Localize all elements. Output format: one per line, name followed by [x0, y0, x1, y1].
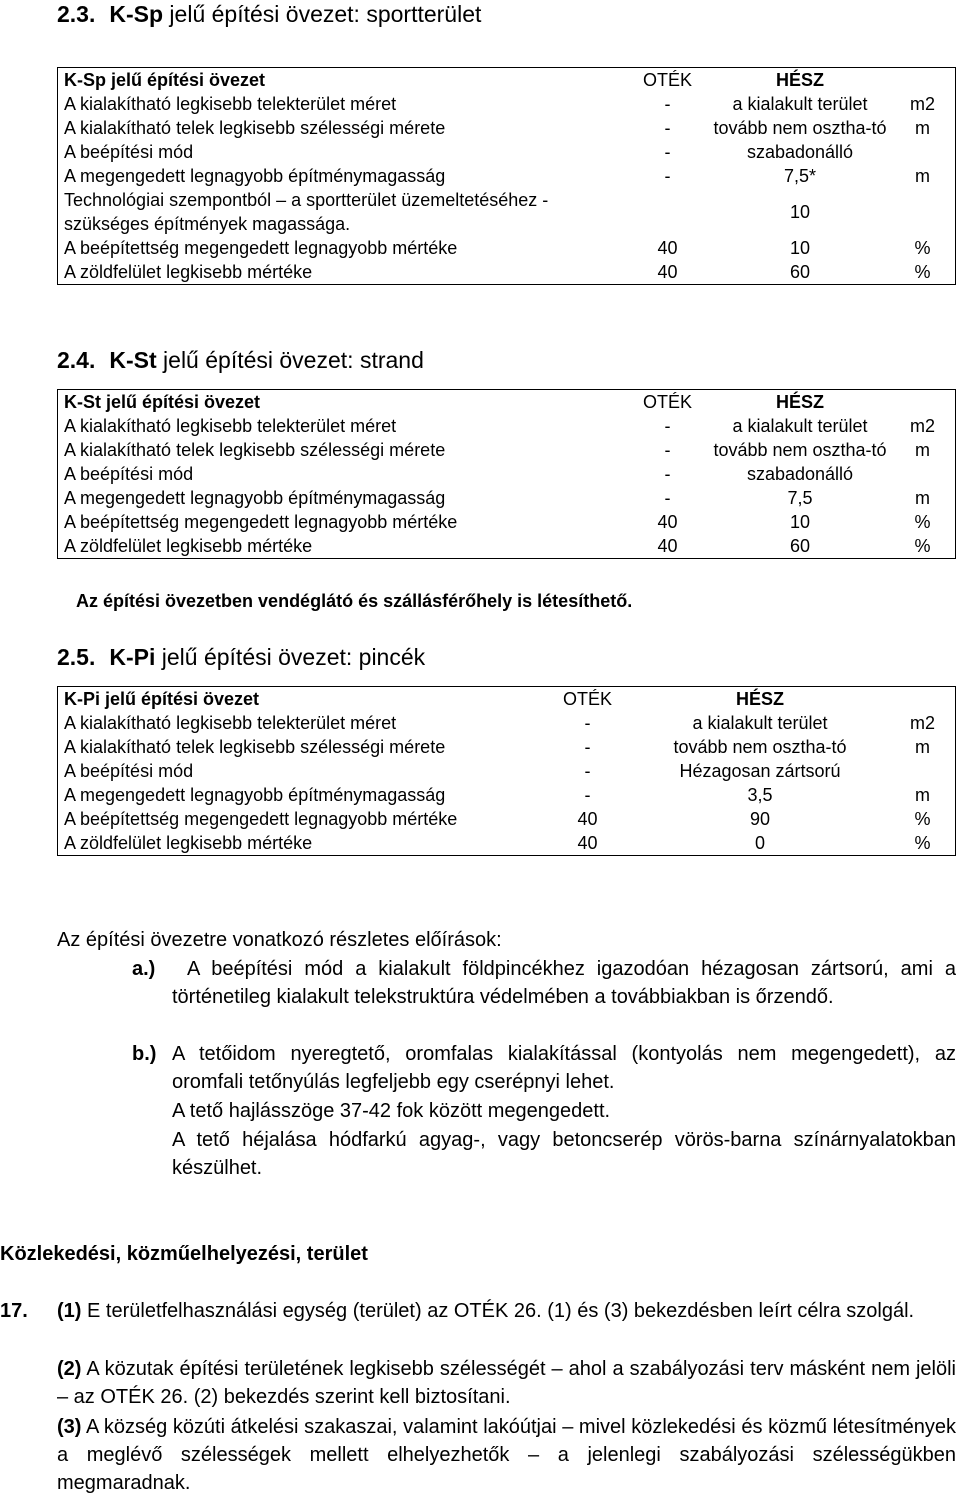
table-header-row [58, 390, 956, 415]
row-hesz: 10 [789, 202, 811, 222]
row-otek: - [664, 416, 671, 436]
row-label: A zöldfelület legkisebb mértéke [58, 534, 626, 559]
para-17-2-label: (2) [57, 1358, 82, 1380]
item-b-label: b.) [132, 1043, 157, 1065]
row-label: Technológiai szempontból – a sportterület üzemeltetéséhez - szükséges építmények magassága. [58, 188, 626, 236]
row-unit: m [890, 164, 956, 188]
table-row [58, 462, 956, 486]
row-otek: 40 [625, 534, 710, 559]
table-row [58, 486, 956, 510]
row-label: A beépítettség megengedett legnagyobb mértéke [58, 510, 626, 534]
item-a-text: A beépítési mód a kialakult földpincékhez igazodóan hézagosan zártsorú, ami a történetileg kialakult telekstruktúra védelmében a továbbiakban is őrzendő. [172, 958, 956, 1008]
row-otek: - [664, 488, 671, 508]
row-hesz: 7,5 [787, 488, 813, 508]
row-hesz: a kialakult terület [732, 94, 868, 114]
row-label: A beépítési mód [58, 462, 626, 486]
row-label: A kialakítható telek legkisebb szélességi mérete [58, 735, 546, 759]
header-unit [890, 390, 956, 415]
row-unit: m2 [890, 92, 956, 116]
row-otek: - [664, 440, 671, 460]
row-hesz: Hézagosan zártsorú [679, 761, 841, 781]
table-row [58, 188, 956, 236]
header-hesz: HÉSZ [630, 687, 890, 712]
table-row [58, 438, 956, 462]
table-row [58, 164, 956, 188]
table-row [58, 534, 956, 559]
row-label: A kialakítható legkisebb telekterület méret [58, 92, 626, 116]
section-number: 2.5. [57, 644, 96, 670]
header-zone-name: K-St jelű építési övezet [58, 390, 626, 415]
table-header-row [58, 687, 956, 712]
table-row [58, 92, 956, 116]
row-label: A beépítési mód [58, 759, 546, 783]
zone-code: K-Pi [109, 644, 156, 670]
row-unit [890, 759, 956, 783]
section-title: jelű építési övezet: strand [156, 347, 424, 373]
table-row [58, 140, 956, 164]
row-otek: 40 [545, 831, 630, 856]
row-unit: m [890, 438, 956, 462]
table-row [58, 414, 956, 438]
k-st-note: Az építési övezetben vendéglátó és szállásférőhely is létesíthető. [76, 591, 633, 611]
row-unit: m [890, 486, 956, 510]
row-otek [625, 188, 710, 236]
row-hesz: 10 [789, 238, 811, 258]
para-17-3 [57, 1413, 956, 1497]
table-row [58, 807, 956, 831]
para-17-1-label: (1) [57, 1300, 82, 1322]
row-unit: % [890, 236, 956, 260]
row-otek: - [664, 118, 671, 138]
section-title: jelű építési övezet: sportterület [163, 1, 482, 27]
row-unit: m [890, 116, 956, 140]
zone-code: K-St [109, 347, 157, 373]
row-hesz: szabadonálló [746, 464, 854, 484]
row-otek: - [664, 94, 671, 114]
row-unit [890, 140, 956, 164]
header-zone-name: K-Pi jelű építési övezet [58, 687, 546, 712]
para-17-3-text: A község közúti átkelési szakaszai, valamint lakóútjai – mivel közlekedési és közmű létesítmények a meglévő szélességek mellett elhelyezhetők – a jelenlegi szabályozási szélességükben megmaradnak. [57, 1416, 956, 1494]
k-pi-zone-table [57, 686, 956, 856]
row-hesz: tovább nem osztha-tó [713, 118, 887, 138]
section-title: jelű építési övezet: pincék [155, 644, 426, 670]
row-otek: 40 [625, 260, 710, 285]
table-row [58, 510, 956, 534]
row-hesz: 10 [789, 512, 811, 532]
row-label: A beépítettség megengedett legnagyobb mértéke [58, 236, 626, 260]
header-hesz: HÉSZ [710, 68, 890, 93]
row-otek: 40 [657, 512, 678, 532]
row-otek: - [584, 785, 591, 805]
row-unit: % [890, 831, 956, 856]
row-hesz: 3,5 [747, 785, 773, 805]
row-otek: - [664, 142, 671, 162]
row-label: A zöldfelület legkisebb mértéke [58, 260, 626, 285]
row-label: A kialakítható telek legkisebb szélességi mérete [58, 438, 626, 462]
zone-code: K-Sp [109, 1, 164, 27]
row-hesz: tovább nem osztha-tó [713, 440, 887, 460]
row-unit: m [890, 783, 956, 807]
item-a-label: a.) [132, 958, 156, 980]
para-17-2 [57, 1355, 956, 1411]
row-hesz: szabadonálló [746, 142, 854, 162]
row-otek: - [584, 761, 591, 781]
table-row [58, 236, 956, 260]
row-label: A megengedett legnagyobb építménymagasság [58, 486, 626, 510]
row-otek: - [584, 713, 591, 733]
row-label: A beépítési mód [58, 140, 626, 164]
para-17-2-text: A közutak építési területének legkisebb szélességét – ahol a szabályozási terv másként nem jelöli – az OTÉK 26. (2) bekezdés szerint kell biztosítani. [57, 1358, 957, 1408]
row-unit [890, 462, 956, 486]
table-row [58, 711, 956, 735]
row-hesz: a kialakult terület [732, 416, 868, 436]
row-unit: % [890, 807, 956, 831]
row-hesz: 90 [749, 809, 771, 829]
table-row [58, 260, 956, 285]
section-2-4-heading [57, 346, 424, 374]
transport-heading: Közlekedési, közműelhelyezési, terület [0, 1243, 368, 1265]
table-row [58, 116, 956, 140]
row-label: A megengedett legnagyobb építménymagasság [58, 783, 546, 807]
section-number: 2.3. [57, 1, 96, 27]
row-hesz: 60 [710, 260, 890, 285]
row-unit: m [890, 735, 956, 759]
header-hesz: HÉSZ [710, 390, 890, 415]
header-otek: OTÉK [625, 390, 710, 415]
section-2-5-heading [57, 643, 425, 671]
section-2-3-heading [57, 0, 481, 28]
row-otek: 40 [657, 238, 678, 258]
header-otek: OTÉK [545, 687, 630, 712]
row-hesz: 0 [630, 831, 890, 856]
row-unit: m2 [890, 711, 956, 735]
row-hesz: 7,5* [783, 166, 817, 186]
table-row [58, 759, 956, 783]
para-17-number: 17. [0, 1300, 28, 1322]
k-sp-zone-table [57, 67, 956, 285]
row-unit: % [890, 260, 956, 285]
row-hesz: 60 [710, 534, 890, 559]
row-unit: % [890, 534, 956, 559]
row-label: A zöldfelület legkisebb mértéke [58, 831, 546, 856]
item-b-text3: A tető héjalása hódfarkú agyag-, vagy betoncserép vörös-barna színárnyalatokban készülhet. [172, 1129, 956, 1179]
table-row [58, 783, 956, 807]
row-otek: - [584, 737, 591, 757]
row-unit: % [890, 510, 956, 534]
k-st-zone-table [57, 389, 956, 559]
row-otek: 40 [577, 809, 598, 829]
row-label: A beépítettség megengedett legnagyobb mértéke [58, 807, 546, 831]
header-unit [890, 68, 956, 93]
row-otek: - [664, 464, 671, 484]
row-hesz: tovább nem osztha-tó [673, 737, 847, 757]
item-b-text: A tetőidom nyeregtető, oromfalas kialakítással (kontyolás nem megengedett), az oromfali tetőnyúlás legfeljebb egy cserépnyi lehet. [172, 1043, 956, 1093]
details-intro: Az építési övezetre vonatkozó részletes előírások: [57, 929, 502, 951]
item-b-text2: A tető hajlásszöge 37-42 fok között megengedett. [172, 1100, 611, 1122]
row-unit: m2 [890, 414, 956, 438]
row-label: A megengedett legnagyobb építménymagasság [58, 164, 626, 188]
header-zone-name: K-Sp jelű építési övezet [58, 68, 626, 93]
row-label: A kialakítható legkisebb telekterület méret [58, 711, 546, 735]
row-label: A kialakítható legkisebb telekterület méret [58, 414, 626, 438]
section-number: 2.4. [57, 347, 96, 373]
table-row [58, 735, 956, 759]
row-unit [890, 188, 956, 236]
header-unit [890, 687, 956, 712]
table-row [58, 831, 956, 856]
row-hesz: a kialakult terület [692, 713, 828, 733]
row-label: A kialakítható telek legkisebb szélességi mérete [58, 116, 626, 140]
para-17-3-label: (3) [57, 1416, 82, 1438]
para-17-1-text: E területfelhasználási egység (terület) az OTÉK 26. (1) és (3) bekezdésben leírt célra szolgál. [87, 1300, 915, 1322]
table-header-row [58, 68, 956, 93]
header-otek: OTÉK [625, 68, 710, 93]
para-17-1 [57, 1297, 956, 1325]
row-otek: - [664, 166, 671, 186]
